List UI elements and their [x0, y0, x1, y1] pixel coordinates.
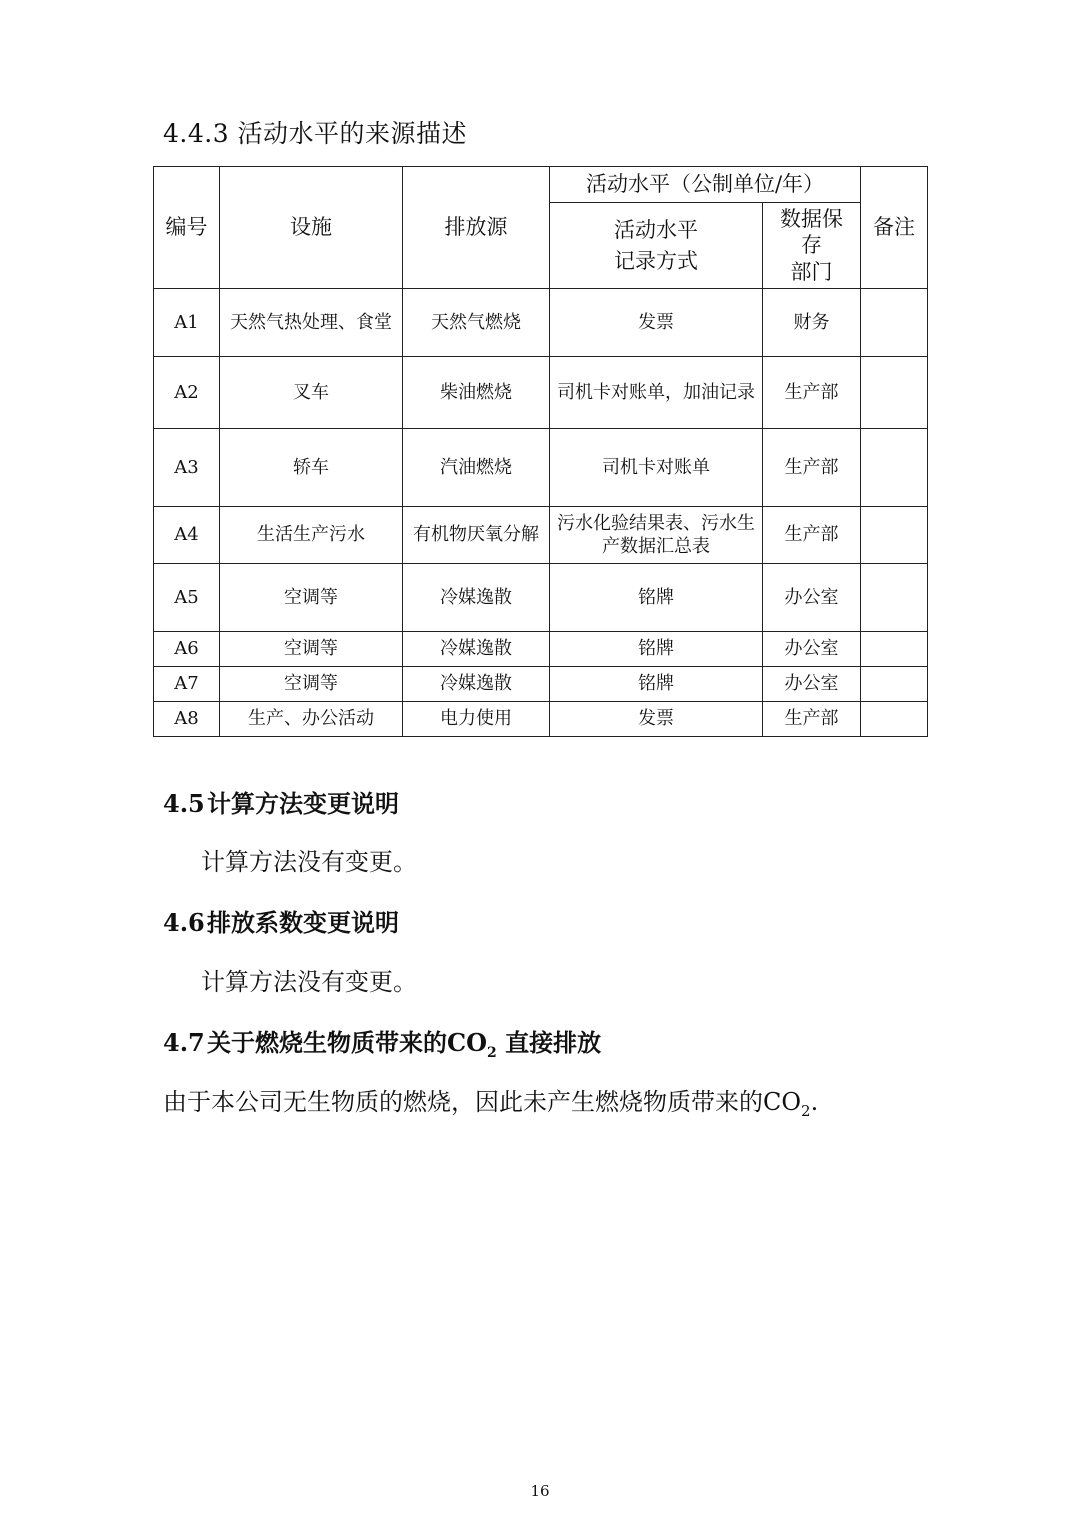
- table-row: [154, 702, 928, 737]
- table-row: [154, 507, 928, 564]
- cell-facility: 空调等: [220, 667, 403, 702]
- cell-record-method: 司机卡对账单，加油记录: [550, 357, 763, 429]
- cell-source: 柴油燃烧: [403, 357, 550, 429]
- cell-facility: 叉车: [220, 357, 403, 429]
- table-row: [154, 667, 928, 702]
- co2-subscript: 2: [487, 1044, 497, 1061]
- cell-remarks: [861, 289, 928, 357]
- cell-number: A6: [154, 632, 220, 667]
- cell-remarks: [861, 632, 928, 667]
- section-number: 4.7: [163, 1028, 205, 1057]
- cell-department: 生产部: [763, 357, 861, 429]
- co-formula: CO: [447, 1028, 488, 1057]
- header-record-method: 活动水平 记录方式: [550, 203, 763, 289]
- activity-source-table: [153, 166, 928, 737]
- page-number: 16: [530, 1482, 550, 1500]
- cell-department: 财务: [763, 289, 861, 357]
- cell-number: A3: [154, 429, 220, 507]
- co-formula: CO: [763, 1088, 802, 1116]
- cell-department: 办公室: [763, 632, 861, 667]
- header-remarks: 备注: [861, 167, 928, 289]
- header-department: 数据保 存 部门: [763, 203, 861, 289]
- section-number: 4.6: [163, 908, 205, 937]
- cell-source: 电力使用: [403, 702, 550, 737]
- section-4-7-heading: [163, 1023, 601, 1061]
- table-row: [154, 429, 928, 507]
- period: .: [810, 1088, 819, 1116]
- cell-record-method: 发票: [550, 702, 763, 737]
- table-row: [154, 289, 928, 357]
- section-4-5-heading: [163, 784, 399, 819]
- cell-department: 办公室: [763, 667, 861, 702]
- table-row: [154, 357, 928, 429]
- header-source: 排放源: [403, 167, 550, 289]
- section-4-6-heading: [163, 903, 399, 938]
- section-4-6-body: 计算方法没有变更。: [201, 968, 417, 996]
- cell-remarks: [861, 507, 928, 564]
- cell-facility: 生产、办公活动: [220, 702, 403, 737]
- section-4-5-body: 计算方法没有变更。: [201, 848, 417, 876]
- cell-number: A5: [154, 564, 220, 632]
- cell-source: 汽油燃烧: [403, 429, 550, 507]
- cell-department: 生产部: [763, 702, 861, 737]
- cell-number: A4: [154, 507, 220, 564]
- cell-record-method: 司机卡对账单: [550, 429, 763, 507]
- cell-remarks: [861, 429, 928, 507]
- cell-department: 生产部: [763, 429, 861, 507]
- cell-number: A7: [154, 667, 220, 702]
- section-title: 计算方法变更说明: [207, 789, 399, 818]
- table-body: [154, 167, 928, 737]
- cell-facility: 天然气热处理、食堂: [220, 289, 403, 357]
- subsection-title: 4.4.3 活动水平的来源描述: [163, 119, 468, 148]
- header-facility: 设施: [220, 167, 403, 289]
- body-text: 由于本公司无生物质的燃烧，因此未产生燃烧物质带来的: [163, 1088, 763, 1116]
- table-row: [154, 632, 928, 667]
- section-4-7-body: [163, 1082, 818, 1120]
- cell-record-method: 污水化验结果表、污水生 产数据汇总表: [550, 507, 763, 564]
- section-title-pre: 关于燃烧生物质带来的: [207, 1028, 447, 1057]
- cell-record-method: 铭牌: [550, 667, 763, 702]
- cell-source: 天然气燃烧: [403, 289, 550, 357]
- cell-source: 冷媒逸散: [403, 667, 550, 702]
- cell-number: A8: [154, 702, 220, 737]
- cell-facility: 空调等: [220, 632, 403, 667]
- cell-record-method: 发票: [550, 289, 763, 357]
- cell-record-method: 铭牌: [550, 632, 763, 667]
- cell-remarks: [861, 564, 928, 632]
- section-title: 排放系数变更说明: [207, 908, 399, 937]
- cell-department: 办公室: [763, 564, 861, 632]
- cell-record-method: 铭牌: [550, 564, 763, 632]
- cell-remarks: [861, 667, 928, 702]
- header-activity-level: 活动水平（公制单位/年）: [550, 167, 861, 203]
- cell-number: A1: [154, 289, 220, 357]
- cell-remarks: [861, 702, 928, 737]
- table-row: [154, 564, 928, 632]
- co2-subscript: 2: [801, 1101, 811, 1120]
- cell-facility: 轿车: [220, 429, 403, 507]
- cell-source: 冷媒逸散: [403, 564, 550, 632]
- cell-remarks: [861, 357, 928, 429]
- cell-facility: 空调等: [220, 564, 403, 632]
- cell-source: 冷媒逸散: [403, 632, 550, 667]
- cell-source: 有机物厌氧分解: [403, 507, 550, 564]
- cell-facility: 生活生产污水: [220, 507, 403, 564]
- section-number: 4.5: [163, 789, 205, 818]
- section-title-post: 直接排放: [505, 1028, 602, 1057]
- cell-department: 生产部: [763, 507, 861, 564]
- header-number: 编号: [154, 167, 220, 289]
- cell-number: A2: [154, 357, 220, 429]
